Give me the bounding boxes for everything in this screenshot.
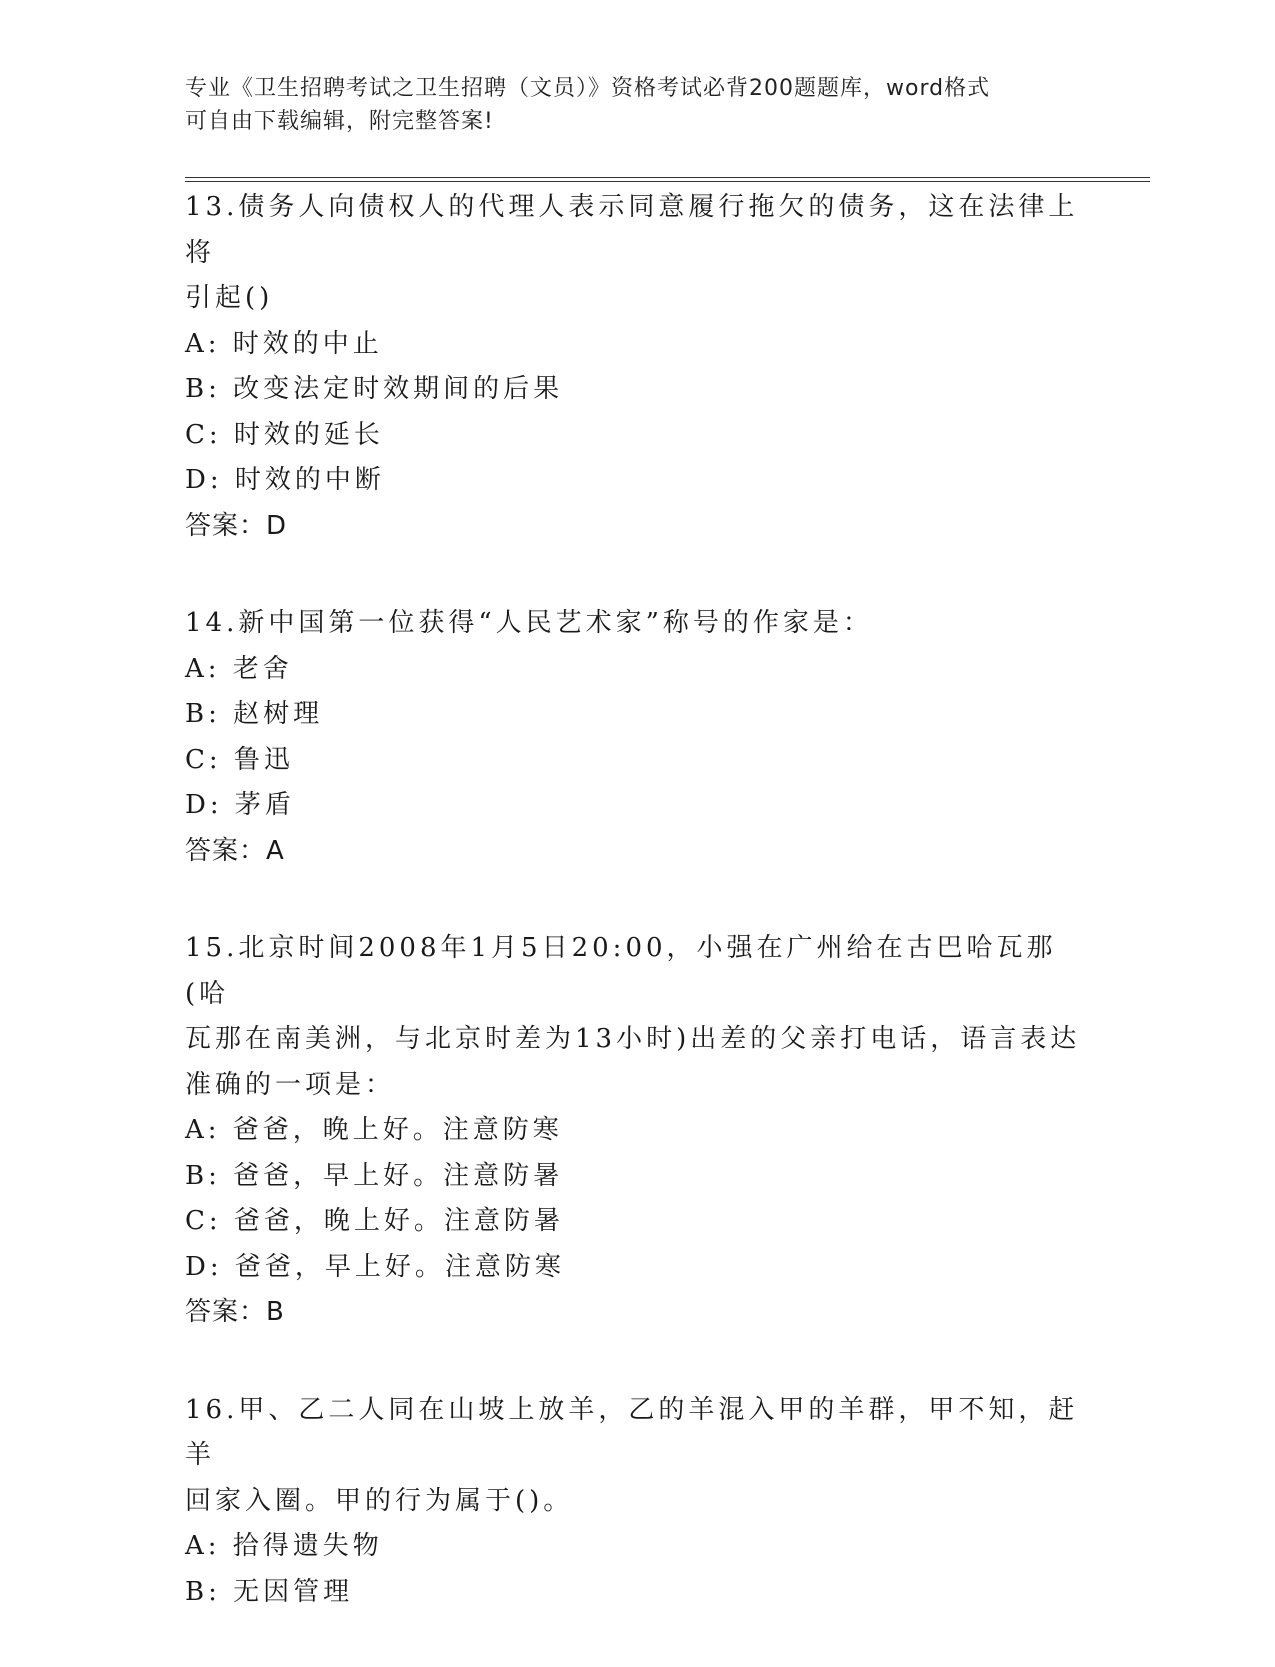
question-13 — [185, 185, 1085, 549]
question-text-line: 引起() — [185, 283, 274, 313]
question-text — [185, 1388, 1085, 1525]
option-c: C: 鲁迅 — [185, 744, 294, 775]
option-d: D: 茅盾 — [185, 790, 295, 820]
option-b: B: 无因管理 — [185, 1576, 354, 1607]
option-a: A: 爸爸，晚上好。注意防寒 — [185, 1115, 563, 1145]
question-14 — [185, 601, 1085, 874]
option-b: B: 赵树理 — [185, 699, 324, 729]
question-text-line: 16.甲、乙二人同在山坡上放羊，乙的羊混入甲的羊群，甲不知，赶羊 — [185, 1394, 1079, 1470]
header-rule-bottom — [185, 181, 1150, 182]
option-a: A: 时效的中止 — [185, 328, 383, 359]
header-line-2: 可自由下载编辑，附完整答案! — [185, 109, 494, 134]
answer-line: 答案：A — [185, 835, 285, 866]
option-b: B: 爸爸，早上好。注意防暑 — [185, 1160, 564, 1191]
question-text — [185, 926, 1085, 1108]
option-a: A: 老舍 — [185, 653, 293, 684]
option-d: D: 爸爸，早上好。注意防寒 — [185, 1251, 565, 1282]
option-a: A: 拾得遗失物 — [185, 1531, 383, 1561]
question-16 — [185, 1388, 1085, 1616]
answer-line: 答案：D — [185, 510, 288, 541]
question-list — [185, 185, 1085, 1667]
question-text-line: 瓦那在南美洲，与北京时差为13小时)出差的父亲打电话，语言表达 — [185, 1024, 1081, 1054]
question-text-line: 14.新中国第一位获得“人民艺术家”称号的作家是： — [185, 608, 873, 638]
answer-line: 答案：B — [185, 1297, 285, 1327]
option-c: C: 时效的延长 — [185, 419, 384, 450]
option-b: B: 改变法定时效期间的后果 — [185, 374, 564, 404]
option-d: D: 时效的中断 — [185, 465, 385, 495]
header-rule-top — [185, 177, 1150, 178]
header-line-1: 专业《卫生招聘考试之卫生招聘（文员）》资格考试必背200题题库，word格式 — [185, 76, 991, 101]
document-header — [185, 72, 1065, 138]
question-text — [185, 601, 1085, 647]
question-text-line: 回家入圈。甲的行为属于()。 — [185, 1485, 574, 1516]
question-text-line: 13.债务人向债权人的代理人表示同意履行拖欠的债务，这在法律上将 — [185, 192, 1079, 268]
option-c: C: 爸爸，晚上好。注意防暑 — [185, 1206, 564, 1236]
question-text — [185, 185, 1085, 322]
question-text-line: 准确的一项是： — [185, 1069, 396, 1100]
question-15 — [185, 926, 1085, 1336]
question-text-line: 15.北京时间2008年1月5日20:00，小强在广州给在古巴哈瓦那(哈 — [185, 933, 1057, 1009]
